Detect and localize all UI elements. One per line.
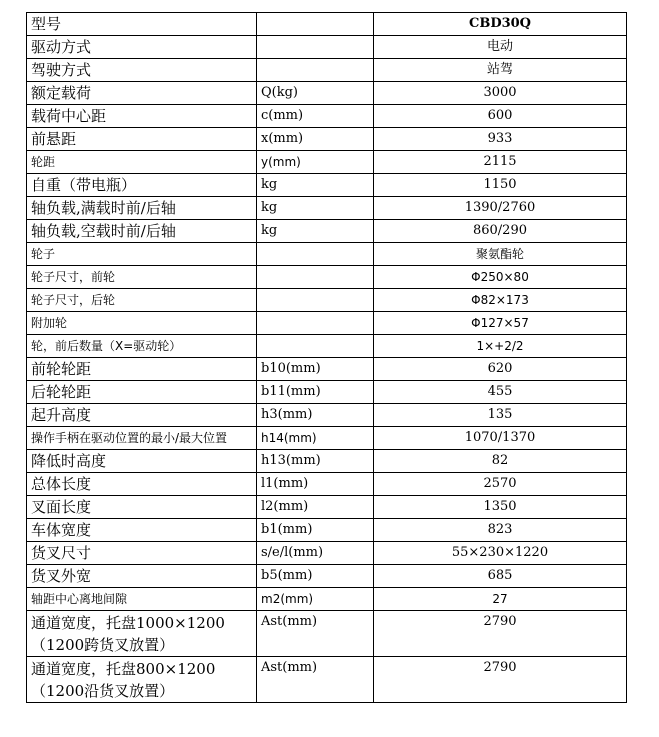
- table-row: [27, 59, 627, 82]
- row-unit: Ast(mm): [257, 611, 374, 657]
- row-label: 轮子: [27, 243, 257, 266]
- row-label: 货叉外宽: [27, 565, 257, 588]
- row-value: 站驾: [374, 59, 627, 82]
- row-label: 操作手柄在驱动位置的最小/最大位置: [27, 427, 257, 450]
- row-unit: s/e/l(mm): [257, 542, 374, 565]
- row-label: 轮子尺寸，前轮: [27, 266, 257, 289]
- row-unit: kg: [257, 174, 374, 197]
- row-unit: m2(mm): [257, 588, 374, 611]
- row-value: 1150: [374, 174, 627, 197]
- table-row: [27, 82, 627, 105]
- row-label: 附加轮: [27, 312, 257, 335]
- row-unit: c(mm): [257, 105, 374, 128]
- row-unit: [257, 59, 374, 82]
- table-row: [27, 13, 627, 36]
- row-unit: l1(mm): [257, 473, 374, 496]
- row-label: 后轮轮距: [27, 381, 257, 404]
- row-value: 3000: [374, 82, 627, 105]
- row-unit: [257, 266, 374, 289]
- row-unit: [257, 13, 374, 36]
- row-unit: b1(mm): [257, 519, 374, 542]
- row-label: 起升高度: [27, 404, 257, 427]
- row-value: 455: [374, 381, 627, 404]
- table-row: [27, 565, 627, 588]
- row-unit: [257, 312, 374, 335]
- row-unit: l2(mm): [257, 496, 374, 519]
- row-label: 轴距中心离地间隙: [27, 588, 257, 611]
- row-label: 通道宽度，托盘1000×1200（1200跨货叉放置）: [27, 611, 257, 657]
- table-row: [27, 312, 627, 335]
- table-row: [27, 220, 627, 243]
- row-label: 额定载荷: [27, 82, 257, 105]
- row-label: 型号: [27, 13, 257, 36]
- row-label: 轮，前后数量（X=驱动轮）: [27, 335, 257, 358]
- row-value: 1390/2760: [374, 197, 627, 220]
- table-row: [27, 381, 627, 404]
- row-unit: h14(mm): [257, 427, 374, 450]
- row-label: 轮距: [27, 151, 257, 174]
- row-value: 2790: [374, 611, 627, 657]
- row-label: 驾驶方式: [27, 59, 257, 82]
- table-row: [27, 473, 627, 496]
- table-row: [27, 105, 627, 128]
- table-row: [27, 519, 627, 542]
- row-value: 600: [374, 105, 627, 128]
- row-value: 聚氨酯轮: [374, 243, 627, 266]
- row-label: 载荷中心距: [27, 105, 257, 128]
- table-row: [27, 174, 627, 197]
- row-unit: kg: [257, 220, 374, 243]
- row-label: 轴负载,空载时前/后轴: [27, 220, 257, 243]
- row-unit: Ast(mm): [257, 657, 374, 703]
- row-value: 82: [374, 450, 627, 473]
- row-value: 860/290: [374, 220, 627, 243]
- table-row: [27, 335, 627, 358]
- row-label: 车体宽度: [27, 519, 257, 542]
- row-label: 货叉尺寸: [27, 542, 257, 565]
- row-value: Φ250×80: [374, 266, 627, 289]
- table-row: [27, 611, 627, 657]
- row-value: CBD30Q: [374, 13, 627, 36]
- row-unit: [257, 243, 374, 266]
- row-unit: b10(mm): [257, 358, 374, 381]
- table-row: [27, 427, 627, 450]
- table-row: [27, 657, 627, 703]
- table-row: [27, 243, 627, 266]
- row-value: 933: [374, 128, 627, 151]
- row-value: 2115: [374, 151, 627, 174]
- table-row: [27, 404, 627, 427]
- row-value: 2790: [374, 657, 627, 703]
- table-row: [27, 266, 627, 289]
- row-value: Φ127×57: [374, 312, 627, 335]
- row-unit: [257, 36, 374, 59]
- row-value: 1×+2/2: [374, 335, 627, 358]
- table-row: [27, 542, 627, 565]
- row-unit: x(mm): [257, 128, 374, 151]
- row-unit: b5(mm): [257, 565, 374, 588]
- row-value: 620: [374, 358, 627, 381]
- row-label: 叉面长度: [27, 496, 257, 519]
- row-value: 823: [374, 519, 627, 542]
- row-unit: [257, 335, 374, 358]
- row-label: 驱动方式: [27, 36, 257, 59]
- table-row: [27, 197, 627, 220]
- row-value: Φ82×173: [374, 289, 627, 312]
- row-unit: h3(mm): [257, 404, 374, 427]
- spec-table: [26, 12, 627, 703]
- row-label: 前轮轮距: [27, 358, 257, 381]
- row-label: 降低时高度: [27, 450, 257, 473]
- row-value: 27: [374, 588, 627, 611]
- table-row: [27, 128, 627, 151]
- row-value: 电动: [374, 36, 627, 59]
- row-unit: Q(kg): [257, 82, 374, 105]
- table-row: [27, 358, 627, 381]
- row-value: 685: [374, 565, 627, 588]
- row-value: 1070/1370: [374, 427, 627, 450]
- table-row: [27, 496, 627, 519]
- row-unit: h13(mm): [257, 450, 374, 473]
- table-row: [27, 36, 627, 59]
- row-unit: y(mm): [257, 151, 374, 174]
- row-label: 轮子尺寸，后轮: [27, 289, 257, 312]
- row-label: 总体长度: [27, 473, 257, 496]
- row-label: 轴负载,满载时前/后轴: [27, 197, 257, 220]
- row-unit: kg: [257, 197, 374, 220]
- row-label: 前悬距: [27, 128, 257, 151]
- table-row: [27, 450, 627, 473]
- row-unit: b11(mm): [257, 381, 374, 404]
- row-unit: [257, 289, 374, 312]
- table-row: [27, 588, 627, 611]
- row-value: 135: [374, 404, 627, 427]
- row-value: 1350: [374, 496, 627, 519]
- row-value: 55×230×1220: [374, 542, 627, 565]
- row-label: 通道宽度，托盘800×1200（1200沿货叉放置）: [27, 657, 257, 703]
- table-row: [27, 289, 627, 312]
- row-label: 自重（带电瓶）: [27, 174, 257, 197]
- table-row: [27, 151, 627, 174]
- row-value: 2570: [374, 473, 627, 496]
